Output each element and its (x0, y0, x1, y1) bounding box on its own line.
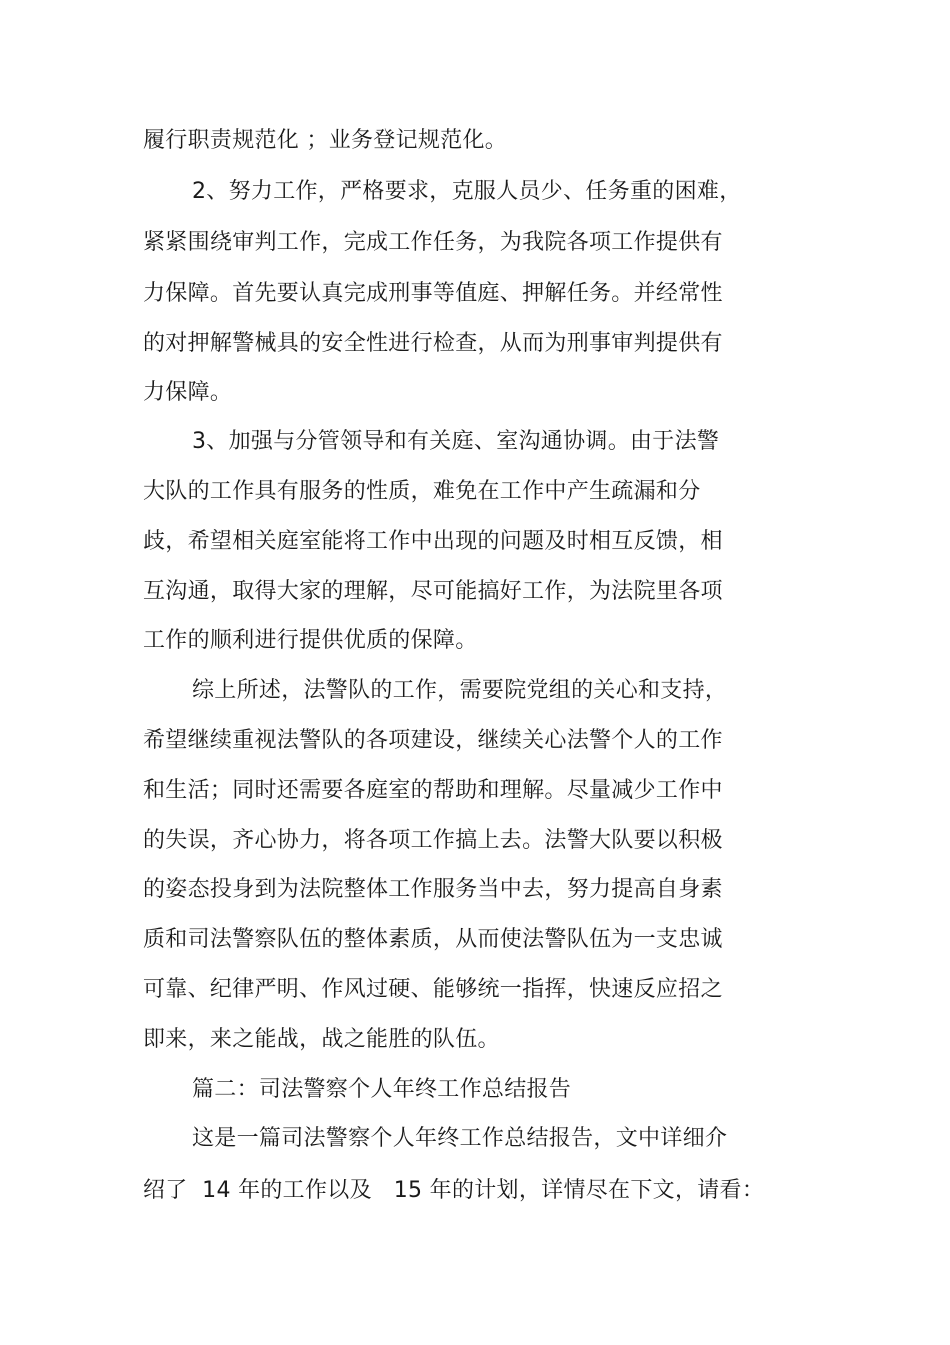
paragraph-start: 这是一篇司法警察个人年终工作总结报告，文中详细介 (192, 1126, 728, 1151)
paragraph-start: 3、加强与分管领导和有关庭、室沟通协调。由于法警 (192, 429, 720, 454)
text-line: 的失误，齐心协力，将各项工作搞上去。法警大队要以积极 (143, 828, 723, 853)
text-line: 力保障。首先要认真完成刑事等值庭、押解任务。并经常性 (143, 281, 723, 306)
text-line: 力保障。 (143, 380, 233, 405)
text-line: 大队的工作具有服务的性质，难免在工作中产生疏漏和分 (143, 479, 701, 504)
text-line: 和生活；同时还需要各庭室的帮助和理解。尽量减少工作中 (143, 778, 723, 803)
text-line: 即来，来之能战，战之能胜的队伍。 (143, 1027, 500, 1052)
text-line: 绍了 14 年的工作以及 15 年的计划，详情尽在下文，请看： (143, 1178, 765, 1203)
section-heading: 篇二：司法警察个人年终工作总结报告 (192, 1077, 572, 1102)
text-line: 紧紧围绕审判工作，完成工作任务，为我院各项工作提供有 (143, 230, 723, 255)
text-line: 歧，希望相关庭室能将工作中出现的问题及时相互反馈，相 (143, 529, 723, 554)
paragraph-start: 综上所述，法警队的工作，需要院党组的关心和支持， (192, 678, 728, 703)
text-line: 可靠、纪律严明、作风过硬、能够统一指挥，快速反应招之 (143, 977, 723, 1002)
text-line: 的姿态投身到为法院整体工作服务当中去，努力提高自身素 (143, 877, 723, 902)
text-line: 互沟通，取得大家的理解，尽可能搞好工作，为法院里各项 (143, 579, 723, 604)
paragraph-start: 2、努力工作，严格要求，克服人员少、任务重的困难， (192, 179, 742, 204)
text-line: 希望继续重视法警队的各项建设，继续关心法警个人的工作 (143, 728, 723, 753)
text-line: 质和司法警察队伍的整体素质，从而使法警队伍为一支忠诚 (143, 927, 723, 952)
text-line: 工作的顺利进行提供优质的保障。 (143, 628, 478, 653)
text-line: 履行职责规范化 ；业务登记规范化。 (143, 128, 508, 153)
text-line: 的对押解警械具的安全性进行检查，从而为刑事审判提供有 (143, 331, 723, 356)
